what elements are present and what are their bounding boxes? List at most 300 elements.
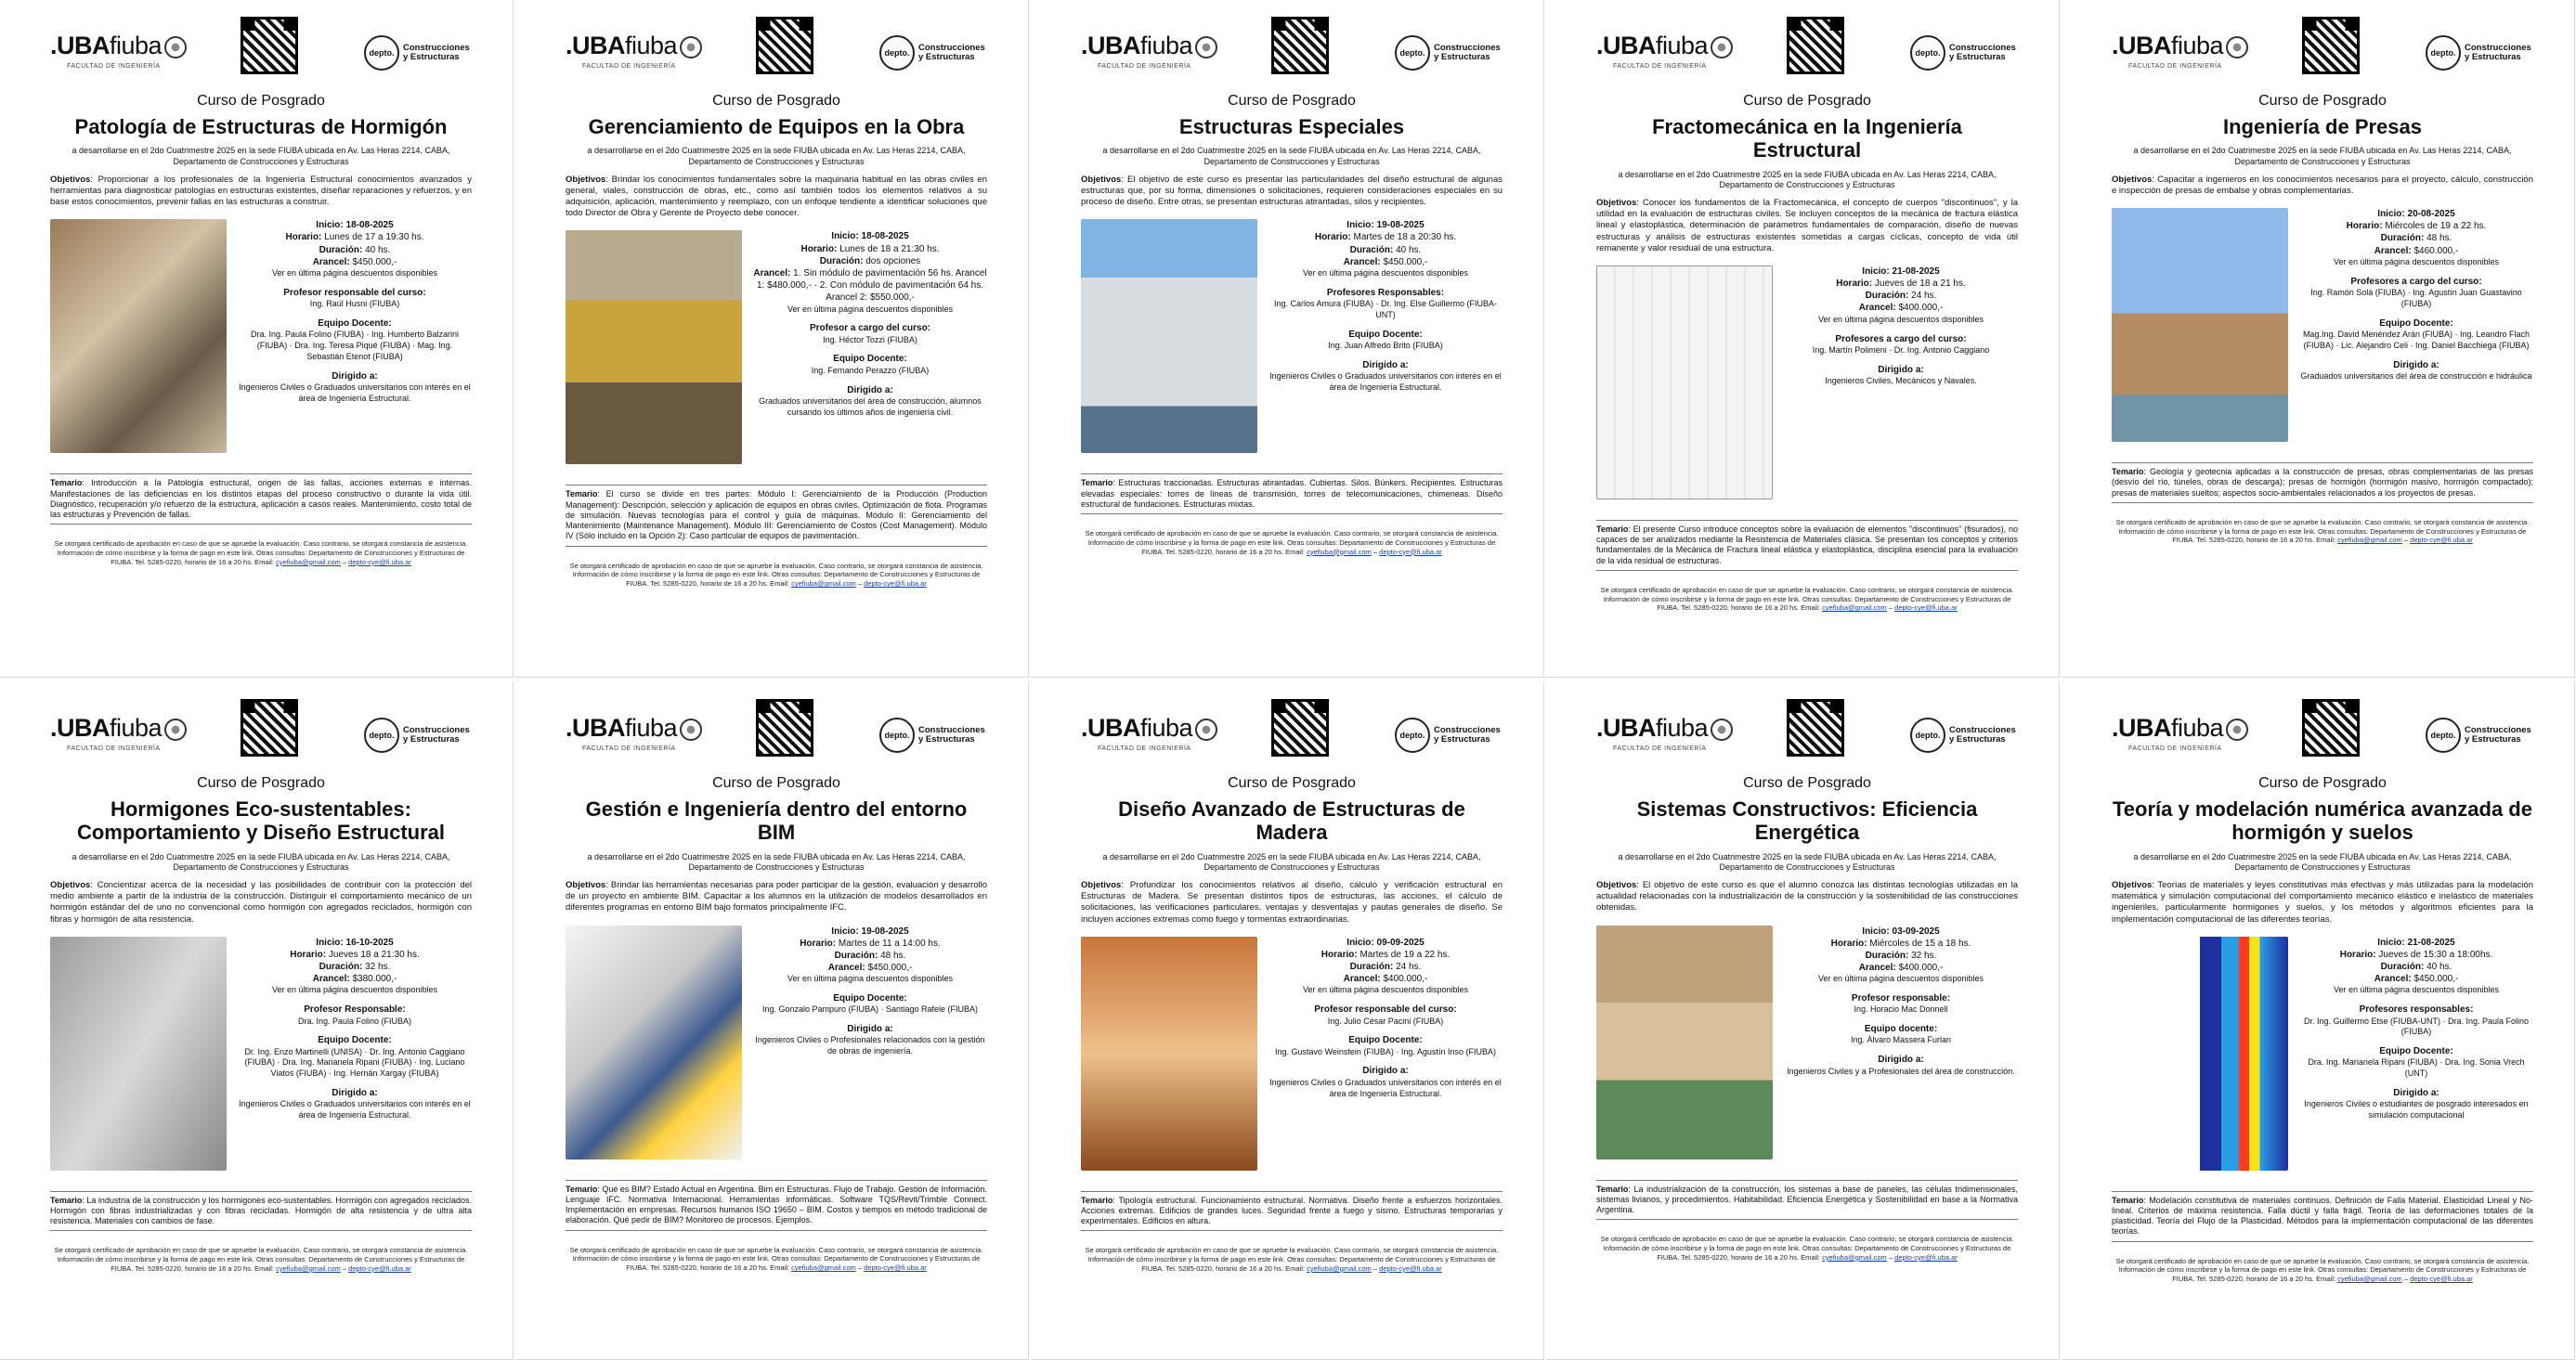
depto-logo <box>879 718 987 753</box>
logo-fiuba-text: fiuba <box>625 32 678 59</box>
flyer-header <box>2112 699 2533 766</box>
course-photo <box>1596 926 1773 1159</box>
course-details <box>566 926 987 1176</box>
inicio-label: Inicio: <box>1862 926 1890 937</box>
depto-short: depto. <box>1910 35 1945 71</box>
duracion-value: 40 hs. <box>1396 244 1422 255</box>
flyer-header <box>1081 699 1503 766</box>
temario: Temario: Estructuras traccionadas. Estructuras atirantadas. Cubiertas. Silos. Búnkers. Recipientes. Estructuras elevadas especiales: torres de líneas de transmisión, torres de telecomunicaciones, chimeneas. Diseño estructural de fundaciones. Estructuras mixtas. <box>1081 473 1503 514</box>
logo-subtitle: FACULTAD DE INGENIERÍA <box>2128 745 2222 752</box>
footer-text: Se otorgará certificado de aprobación en caso de que se apruebe la evaluación. Caso contrario, se otorgará constancia de asistencia. Información de cómo inscribirse y la forma de pago en este link. Otras consultas: Departamento de Construcciones y Estructuras de FIUBA. Tel. 5285-0220, horario de 16 a 20 hs. Email: <box>569 561 983 589</box>
footer-email-link[interactable]: cyefiuba@gmail.com <box>2337 536 2402 545</box>
course-intro: a desarrollarse en el 2do Cuatrimestre 2025 en la sede FIUBA ubicada en Av. Las Heras 2214, CABA, Departamento de Construcciones y Estructuras <box>1102 851 1481 872</box>
logo-uba-text: .UBA <box>2112 32 2171 59</box>
footer-email-link[interactable]: cyefiuba@gmail.com <box>1822 603 1887 613</box>
course-details <box>50 937 472 1187</box>
responsable-label: Profesores responsables: <box>2359 1004 2474 1016</box>
logo-uba-text: .UBA <box>1596 714 1656 742</box>
dirigido-label: Dirigido a: <box>847 1024 893 1035</box>
footer-text: Se otorgará certificado de aprobación en caso de que se apruebe la evaluación. Caso contrario, se otorgará constancia de asistencia. Información de cómo inscribirse y la forma de pago en este link. Otras consultas: Departamento de Construcciones y Estructuras de FIUBA. Tel. 5285-0220, horario de 16 a 20 hs. Email: <box>2115 1256 2530 1284</box>
qr-code-icon[interactable] <box>1787 17 1844 74</box>
course-title: Hormigones Eco-sustentables: Comportamiento y Diseño Estructural <box>76 797 446 845</box>
temario-text: Geología y geotecnia aplicadas a la construcción de presas, obras complementarias de las presas (desvío del río, túneles, obras de descarga); presas de hormigón (hormigón masivo, hormigón compactado); presas de materiales sueltos; aspectos socio-ambientales relacionados a los proyectos de presas. <box>2112 467 2533 498</box>
horario-label: Horario: <box>1830 938 1867 949</box>
equipo-value: Ing. Fernando Perazzo (FIUBA) <box>811 365 930 375</box>
inicio-label: Inicio: <box>2377 209 2405 220</box>
depto-name: Construcciones y Estructuras <box>1949 42 2016 62</box>
objetivos-text: Brindar los conocimientos fundamentales sobre la maquinaria habitual en las obras civiles en general, viales, construcción de obras, etc., como así también todos los elementos relativos a su adquisición, aplicación, mantenimiento y reemplazo, con un enfoque tendiente a identificar soluciones que todo Director de Obra y Gerente de Proyecto debe conocer. <box>566 174 987 219</box>
flyer-header <box>566 699 987 766</box>
logo-uba-text: .UBA <box>566 32 625 59</box>
objetivos-label: Objetivos <box>2112 174 2153 185</box>
course-details <box>1081 219 1503 470</box>
course-title: Teoría y modelación numérica avanzada de hormigón y suelos <box>2113 797 2532 845</box>
arancel-value: $380.000,- <box>352 974 397 985</box>
horario-label: Horario: <box>2339 949 2376 960</box>
inicio-value: 09-09-2025 <box>1376 937 1425 948</box>
course-title: Sistemas Constructivos: Eficiencia Energética <box>1636 797 1978 845</box>
horario-value: Martes de 18 a 20:30 hs. <box>1353 232 1457 243</box>
horario-label: Horario: <box>290 949 327 960</box>
horario-value: Lunes de 17 a 19:30 hs. <box>324 232 424 243</box>
objetivos-text: Profundizar los conocimientos relativos al diseño, cálculo y verificación estructural en Estructuras de Madera. Se presentan distintos tipos de estructuras, las acciones, el cálculo de solicitaciones, las verificaciones particulares, ventajas y desventajas y pautas generales de diseño. Se incluyen acciones extremas como fuego y tormentas extraordinarias. <box>1081 880 1503 925</box>
horario-label: Horario: <box>285 232 322 243</box>
dirigido-value: Ingenieros Civiles o Graduados universitarios con interés en el área de Ingeniería Estructural. <box>239 1099 471 1120</box>
uba-fiuba-logo <box>1081 714 1217 743</box>
depto-logo <box>2426 718 2533 753</box>
duracion-label: Duración: <box>1865 950 1909 961</box>
flyer-footer: Se otorgará certificado de aprobación en caso de que se apruebe la evaluación. Caso contrario, se otorgará constancia de asistencia. Información de cómo inscribirse y la forma de pago en este link. Otras consultas: Departamento de Construcciones y Estructuras de FIUBA. Tel. 5285-0220, horario de 16 a 20 hs. Email: cyefiuba@gmail.com – depto-cye@fi.uba.ar <box>2115 517 2530 545</box>
seal-icon <box>1711 719 1733 741</box>
temario-text: Qué es BIM? Estado Actual en Argentina. Bim en Estructuras. Flujo de Trabajo. Gestión de Información. Lenguaje IFC. Normativa Internacional. Herramientas informáticas. Software TQS/Revit/Trimble Connect. Implementación en empresas. Recursos humanos ISO 19650 – BIM. Costos y tiempos en método tradicional de elaboración. Qué pedir de BIM? Monitoreo de procesos. Ejemplos. <box>566 1184 987 1225</box>
descuentos-note: Ver en última página descuentos disponibles <box>271 268 438 278</box>
duracion-value: dos opciones <box>865 255 921 266</box>
course-title: Gestión e Ingeniería dentro del entorno BIM <box>585 797 968 845</box>
course-intro: a desarrollarse en el 2do Cuatrimestre 2025 en la sede FIUBA ubicada en Av. Las Heras 2214, CABA, Departamento de Construcciones y Estructuras <box>72 146 450 166</box>
arancel-label: Arancel: <box>753 267 791 278</box>
footer-email-link[interactable]: depto-cye@fi.uba.ar <box>1894 1252 1958 1262</box>
objetivos: Objetivos: Teorías de materiales y leyes constitutivas más efectivas y más utilizadas para la modelación matemática y simulación computacional del comportamiento mecánico elástico e inelástico de materiales ingenieriles, particularmente hormigones y suelos, y los métodos y algoritmos eficientes para la implementación computacional de las diferentes teorías. <box>2112 880 2533 925</box>
depto-name: Construcciones y Estructuras <box>918 42 985 62</box>
equipo-label: Equipo Docente: <box>318 1035 392 1046</box>
flyer-footer: Se otorgará certificado de aprobación en caso de que se apruebe la evaluación. Caso contrario, se otorgará constancia de asistencia. Información de cómo inscribirse y la forma de pago en este link. Otras consultas: Departamento de Construcciones y Estructuras de FIUBA. Tel. 5285-0220, horario de 16 a 20 hs. Email: cyefiuba@gmail.com – depto-cye@fi.uba.ar <box>1085 1246 1499 1273</box>
course-info <box>1784 926 2018 1176</box>
course-details <box>1596 266 2018 516</box>
responsable-value: Ing. Carlos Amura (FIUBA) · Dr. Ing. Else Guillermo (FIUBA-UNT) <box>1273 299 1498 319</box>
depto-logo <box>879 35 987 71</box>
dirigido-label: Dirigido a: <box>847 384 893 395</box>
dirigido-value: Ingenieros Civiles, Mecánicos y Navales. <box>1825 375 1977 385</box>
equipo-label: Equipo Docente: <box>2379 1046 2453 1057</box>
dirigido-value: Ingenieros Civiles o Graduados universitarios con interés en el área de Ingeniería Estructural. <box>1269 371 1502 392</box>
depto-logo <box>1395 35 1503 71</box>
depto-short: depto. <box>1395 35 1430 71</box>
dirigido-label: Dirigido a: <box>2393 1088 2439 1099</box>
temario-label: Temario <box>566 1184 598 1194</box>
objetivos-label: Objetivos <box>50 174 91 185</box>
curso-label: Curso de Posgrado <box>712 775 840 791</box>
objetivos-label: Objetivos <box>1081 174 1122 185</box>
footer-email-link[interactable]: depto-cye@fi.uba.ar <box>348 557 411 566</box>
course-flyer <box>1546 0 2060 678</box>
course-photo <box>2112 208 2288 442</box>
temario: Temario: Geología y geotecnia aplicadas a la construcción de presas, obras complementarias de las presas (desvío del río, túneles, obras de descarga); presas de hormigón (hormigón masivo, hormigón compactado); presas de materiales sueltos; aspectos socio-ambientales relacionados a los proyectos de presas. <box>2112 462 2533 503</box>
horario-value: Martes de 11 a 14:00 hs. <box>838 938 941 949</box>
temario-label: Temario <box>2112 1195 2144 1205</box>
curso-label: Curso de Posgrado <box>1743 775 1871 791</box>
qr-code-icon[interactable] <box>2302 699 2360 757</box>
arancel-value: $400.000,- <box>1898 963 1944 974</box>
arancel-label: Arancel: <box>312 974 350 985</box>
responsable-label: Profesor responsable del curso: <box>1314 1004 1457 1016</box>
depto-name: Construcciones y Estructuras <box>403 724 470 745</box>
logo-uba-text: .UBA <box>1081 32 1140 59</box>
responsable-label: Profesor Responsable: <box>304 1004 406 1016</box>
horario-label: Horario: <box>1836 278 1873 290</box>
logo-uba-text: .UBA <box>566 714 625 742</box>
inicio-label: Inicio: <box>1862 266 1890 277</box>
temario: Temario: Qué es BIM? Estado Actual en Argentina. Bim en Estructuras. Flujo de Trabajo. Gestión de Información. Lenguaje IFC. Normativa Internacional. Herramientas informáticas. Software TQS/Revit/Trimble Connect. Implementación en empresas. Recursos humanos ISO 19650 – BIM. Costos y tiempos en método tradicional de elaboración. Qué pedir de BIM? Monitoreo de procesos. Ejemplos. <box>566 1180 987 1231</box>
qr-code-icon[interactable] <box>1787 699 1844 757</box>
logo-fiuba-text: fiuba <box>625 714 678 742</box>
horario-label: Horario: <box>800 243 838 254</box>
dirigido-value: Ingenieros Civiles o Graduados universitarios con interés en el área de Ingeniería Estructural. <box>1269 1077 1502 1098</box>
responsable-label: Profesores Responsables: <box>1326 287 1445 298</box>
course-intro: a desarrollarse en el 2do Cuatrimestre 2025 en la sede FIUBA ubicada en Av. Las Heras 2214, CABA, Departamento de Construcciones y Estructuras <box>587 851 966 872</box>
uba-fiuba-logo <box>2112 714 2248 743</box>
inicio-label: Inicio: <box>316 220 344 231</box>
seal-icon <box>164 36 187 58</box>
depto-name: Construcciones y Estructuras <box>403 42 470 62</box>
footer-email-link[interactable]: cyefiuba@gmail.com <box>1822 1252 1887 1262</box>
curso-label: Curso de Posgrado <box>1228 93 1356 109</box>
depto-name: Construcciones y Estructuras <box>2465 42 2531 62</box>
objetivos: Objetivos: Brindar las herramientas necesarias para poder participar de la gestión, evaluación y desarrollo de un proyecto en ambiente BIM. Capacitar a los alumnos en la utilización de modelos desarrollados en diferentes programas en entorno BIM bajo formatos principalmente IFC. <box>566 880 987 913</box>
course-intro: a desarrollarse en el 2do Cuatrimestre 2025 en la sede FIUBA ubicada en Av. Las Heras 2214, CABA, Departamento de Construcciones y Estructuras <box>1618 169 1997 189</box>
objetivos: Objetivos: Profundizar los conocimientos relativos al diseño, cálculo y verificación estructural en Estructuras de Madera. Se presentan distintos tipos de estructuras, las acciones, el cálculo de solicitaciones, las verificaciones particulares, ventajas y desventajas y pautas generales de diseño. Se incluyen acciones extremas como fuego y tormentas extraordinarias. <box>1081 880 1503 925</box>
inicio-value: 21-08-2025 <box>1892 266 1940 277</box>
dirigido-value: Ingenieros Civiles o Profesionales relacionados con la gestión de obras de ingeniería. <box>755 1035 985 1056</box>
arancel-value: 1. Sin módulo de pavimentación 56 hs. Arancel 1: $480.000,- · 2. Con módulo de pavimentación 64 hs. Arancel 2: $550.000,- <box>756 267 987 304</box>
temario: Temario: Introducción a la Patología estructural, origen de las fallas, acciones externas e internas. Manifestaciones de las deficiencias en los distintos etapas del proceso constructivo o durante la vida útil. Diagnóstico, recuperación y/o refuerzo de la estructura, aplicación a casos reales. Mantenimiento, costo total de las estructuras y Prevención de fallas. <box>50 473 472 525</box>
duracion-label: Duración: <box>1865 291 1909 302</box>
curso-label: Curso de Posgrado <box>197 775 325 791</box>
footer-email-link[interactable]: depto-cye@fi.uba.ar <box>1379 547 1442 556</box>
depto-short: depto. <box>1395 718 1430 753</box>
objetivos: Objetivos: Proporcionar a los profesionales de la Ingeniería Estructural conocimientos avanzados y herramientas para diagnosticar patologías en estructuras existentes, diseñar reparaciones y refuerzos, y en base estos conocimientos, prevenir fallas en las estructuras a construir. <box>50 174 472 208</box>
logo-fiuba-text: fiuba <box>1140 32 1193 59</box>
course-title: Gerenciamiento de Equipos en la Obra <box>588 115 965 138</box>
temario-label: Temario <box>1081 1195 1113 1205</box>
course-photo <box>566 230 742 464</box>
equipo-label: Equipo Docente: <box>2379 317 2453 329</box>
footer-email-link[interactable]: depto-cye@fi.uba.ar <box>864 579 927 589</box>
footer-email-link[interactable]: cyefiuba@gmail.com <box>276 1263 341 1273</box>
inicio-value: 18-08-2025 <box>861 231 909 242</box>
objetivos: Objetivos: El objetivo de este curso es que el alumno conozca las distintas tecnologías utilizadas en la actualidad relacionadas con la industrialización de la construcción y la sostenibilidad de las construcciones obtenidas. <box>1596 880 2018 913</box>
course-info <box>2299 937 2533 1187</box>
flyer-header <box>1596 699 2018 766</box>
logo-fiuba-text: fiuba <box>2171 32 2224 59</box>
course-flyer <box>1031 682 1544 1360</box>
footer-text: Se otorgará certificado de aprobación en caso de que se apruebe la evaluación. Caso contrario, se otorgará constancia de asistencia. Información de cómo inscribirse y la forma de pago en este link. Otras consultas: Departamento de Construcciones y Estructuras de FIUBA. Tel. 5285-0220, horario de 16 a 20 hs. Email: <box>54 539 468 566</box>
footer-email-link[interactable]: cyefiuba@gmail.com <box>791 579 856 589</box>
objetivos: Objetivos: Conocer los fundamentos de la Fractomecánica, el concepto de cuerpos "discontinuos", y la utilidad en la evaluación de estructuras civiles. Se incluyen conceptos de la mecánica de fractura elástica lineal y elastoplástica, determinación de parámetros fundamentales de comparación, diseño de nuevas estructuras y análisis de estructuras existentes sometidas a cargas cíclicas, concepto de vida útil remanente y valor residual de una estructura. <box>1596 198 2018 253</box>
course-flyer <box>1546 682 2060 1360</box>
footer-email-link[interactable]: depto-cye@fi.uba.ar <box>2410 536 2473 545</box>
duracion-label: Duración: <box>1349 244 1394 255</box>
responsable-label: Profesor a cargo del curso: <box>809 323 931 334</box>
footer-email-link[interactable]: cyefiuba@gmail.com <box>791 1263 856 1273</box>
uba-fiuba-logo <box>2112 32 2248 60</box>
uba-fiuba-logo <box>566 714 702 743</box>
course-intro: a desarrollarse en el 2do Cuatrimestre 2025 en la sede FIUBA ubicada en Av. Las Heras 2214, CABA, Departamento de Construcciones y Estructuras <box>1102 146 1481 166</box>
dirigido-value: Ingenieros Civiles y a Profesionales del área de construcción. <box>1787 1066 2015 1076</box>
flyer-footer: Se otorgará certificado de aprobación en caso de que se apruebe la evaluación. Caso contrario, se otorgará constancia de asistencia. Información de cómo inscribirse y la forma de pago en este link. Otras consultas: Departamento de Construcciones y Estructuras de FIUBA. Tel. 5285-0220, horario de 16 a 20 hs. Email: cyefiuba@gmail.com – depto-cye@fi.uba.ar <box>54 539 468 566</box>
qr-code-icon[interactable] <box>241 17 298 74</box>
inicio-label: Inicio: <box>2377 937 2405 948</box>
qr-code-icon[interactable] <box>756 17 813 74</box>
temario-label: Temario <box>1596 1184 1629 1194</box>
arancel-value: $400.000,- <box>1898 303 1944 314</box>
course-title: Ingeniería de Presas <box>2223 115 2422 138</box>
horario-label: Horario: <box>1314 232 1351 243</box>
duracion-label: Duración: <box>319 962 363 973</box>
temario-text: El presente Curso introduce conceptos sobre la evaluación de elementos "discontinuos" (fisurados), no capaces de ser analizados mediante la Resistencia de Materiales clásica. Se presentan los conceptos y criterios fundamentales de la Mecánica de Fractura lineal elástica y elastoplástica, disciplina esencial para la evaluación de la vida residual de estructuras. <box>1596 524 2018 565</box>
curso-label: Curso de Posgrado <box>2258 93 2387 109</box>
qr-code-icon[interactable] <box>1271 699 1329 757</box>
equipo-label: Equipo Docente: <box>1348 329 1423 340</box>
responsable-value: Ing. Gonzalo Pampuro (FIUBA) · Santiago Rafele (FIUBA) <box>761 1004 979 1015</box>
flyer-footer: Se otorgará certificado de aprobación en caso de que se apruebe la evaluación. Caso contrario, se otorgará constancia de asistencia. Información de cómo inscribirse y la forma de pago en este link. Otras consultas: Departamento de Construcciones y Estructuras de FIUBA. Tel. 5285-0220, horario de 16 a 20 hs. Email: cyefiuba@gmail.com – depto-cye@fi.uba.ar <box>569 1245 983 1273</box>
descuentos-note: Ver en última página descuentos disponibles <box>2333 256 2500 266</box>
depto-name: Construcciones y Estructuras <box>1434 42 1501 62</box>
horario-label: Horario: <box>1321 949 1358 960</box>
horario-value: Jueves de 18 a 21 hs. <box>1874 278 1966 290</box>
objetivos-text: Capacitar a ingenieros en los conocimientos necesarios para el proyecto, cálculo, construcción e inspección de presas de embalse y obras complementarias. <box>2112 174 2533 196</box>
responsable-value: Ing. Héctor Tozzi (FIUBA) <box>823 334 917 344</box>
temario: Temario: La industria de la construcción y los hormigones eco-sustentables. Hormigón con agregados reciclados. Hormigón con fibras industrializadas y con fibras recicladas. Hormigón de alta resistencia y de ultra alta resistencia. Materiales con cambios de fase. <box>50 1191 472 1232</box>
objetivos: Objetivos: Concientizar acerca de la necesidad y las posibilidades de contribuir con la protección del medio ambiente a partir de la industria de la construcción. Distinguir el comportamiento mecánico de un hormigón estándar del de uno no convencional como hormigón con agregados reciclados, hormigón con fibras y hormigón de alta resistencia. <box>50 880 472 925</box>
dirigido-label: Dirigido a: <box>332 370 378 382</box>
footer-text: Se otorgará certificado de aprobación en caso de que se apruebe la evaluación. Caso contrario, se otorgará constancia de asistencia. Información de cómo inscribirse y la forma de pago en este link. Otras consultas: Departamento de Construcciones y Estructuras de FIUBA. Tel. 5285-0220, horario de 16 a 20 hs. Email: <box>1085 1246 1499 1273</box>
footer-email-link[interactable]: depto-cye@fi.uba.ar <box>1894 603 1958 613</box>
temario-label: Temario <box>50 1195 83 1205</box>
arancel-label: Arancel: <box>827 963 865 974</box>
horario-label: Horario: <box>800 938 837 949</box>
duracion-value: 32 hs. <box>365 962 391 973</box>
arancel-value: $450.000,- <box>2413 974 2459 985</box>
qr-code-icon[interactable] <box>2302 17 2360 74</box>
duracion-label: Duración: <box>834 950 878 961</box>
course-info <box>753 230 987 481</box>
horario-value: Lunes de 18 a 21:30 hs. <box>839 243 940 254</box>
objetivos-label: Objetivos <box>1596 880 1637 891</box>
course-intro: a desarrollarse en el 2do Cuatrimestre 2025 en la sede FIUBA ubicada en Av. Las Heras 2214, CABA, Departamento de Construcciones y Estructuras <box>2133 146 2512 166</box>
footer-email-link[interactable]: depto-cye@fi.uba.ar <box>2410 1275 2473 1284</box>
descuentos-note: Ver en última página descuentos disponibles <box>1817 974 1984 984</box>
course-flyer <box>2062 682 2575 1360</box>
logo-uba-text: .UBA <box>50 714 110 742</box>
logo-subtitle: FACULTAD DE INGENIERÍA <box>67 63 161 70</box>
objetivos-label: Objetivos <box>2112 880 2153 891</box>
qr-code-icon[interactable] <box>1271 17 1329 74</box>
arancel-label: Arancel: <box>1858 963 1896 974</box>
responsable-value: Ing. Martín Polimeni · Dr. Ing. Antonio Caggiano <box>1812 344 1990 355</box>
course-flyer <box>515 0 1029 678</box>
depto-short: depto. <box>364 718 399 753</box>
depto-short: depto. <box>879 718 915 753</box>
responsable-value: Ing. Ramón Solá (FIUBA) · Ing. Agustín Juan Guastavino (FIUBA) <box>2310 287 2522 308</box>
objetivos-text: Conocer los fundamentos de la Fractomecánica, el concepto de cuerpos "discontinuos", y la utilidad en la evaluación de estructuras civiles. Se incluyen conceptos de la mecánica de fractura elástica lineal y elastoplástica, determinación de parámetros fundamentales de comparación, diseño de nuevas estructuras y análisis de estructuras existentes sometidas a cargas cíclicas, concepto de vida útil remanente y valor residual de una estructura. <box>1596 198 2018 253</box>
arancel-value: $400.000,- <box>1383 974 1428 985</box>
temario: Temario: Tipología estructural. Funcionamiento estructural. Normativa. Diseño frente a esfuerzos horizontales. Acciones extremas. Edificios de grandes luces. Seguridad frente a fuego y sismo. Estructuras temporarias y experimentales. Edificios en altura. <box>1081 1191 1503 1232</box>
logo-subtitle: FACULTAD DE INGENIERÍA <box>67 745 161 752</box>
uba-fiuba-logo <box>50 32 187 60</box>
depto-logo <box>364 718 472 753</box>
horario-label: Horario: <box>2346 221 2383 232</box>
course-info <box>1268 937 1503 1187</box>
descuentos-note: Ver en última página descuentos disponibles <box>787 304 954 314</box>
equipo-value: Dra. Ing. Paula Folino (FIUBA) · Ing. Humberto Balzarini (FIUBA) · Dra. Ing. Teresa Piqué (FIUBA) · Mag. Ing. Sebastián Etenot (FIUBA) <box>250 330 460 361</box>
logo-subtitle: FACULTAD DE INGENIERÍA <box>1613 745 1707 752</box>
dirigido-label: Dirigido a: <box>1878 364 1924 375</box>
flyer-header <box>566 17 987 84</box>
course-intro: a desarrollarse en el 2do Cuatrimestre 2025 en la sede FIUBA ubicada en Av. Las Heras 2214, CABA, Departamento de Construcciones y Estructuras <box>587 146 966 166</box>
footer-text: Se otorgará certificado de aprobación en caso de que se apruebe la evaluación. Caso contrario, se otorgará constancia de asistencia. Información de cómo inscribirse y la forma de pago en este link. Otras consultas: Departamento de Construcciones y Estructuras de FIUBA. Tel. 5285-0220, horario de 16 a 20 hs. Email: <box>1085 529 1499 556</box>
descuentos-note: Ver en última página descuentos disponibles <box>2333 985 2500 995</box>
depto-logo <box>1910 35 2018 71</box>
logo-uba-text: .UBA <box>1596 32 1656 59</box>
objetivos-text: Teorías de materiales y leyes constitutivas más efectivas y más utilizadas para la modelación matemática y simulación computacional del comportamiento mecánico elástico e inelástico de materiales ingenieriles, particularmente hormigones y suelos, y los métodos y algoritmos eficientes para la implementación computacional de las diferentes teorías. <box>2112 880 2533 925</box>
course-details <box>50 219 472 470</box>
seal-icon <box>680 36 702 58</box>
duracion-label: Duración: <box>2380 962 2425 973</box>
logo-uba-text: .UBA <box>50 32 110 59</box>
footer-email-link[interactable]: depto-cye@fi.uba.ar <box>864 1263 927 1273</box>
flyer-header <box>2112 17 2533 84</box>
logo-fiuba-text: fiuba <box>110 714 163 742</box>
course-photo <box>566 926 742 1159</box>
duracion-value: 40 hs. <box>2426 962 2452 973</box>
inicio-label: Inicio: <box>1347 220 1374 231</box>
objetivos-label: Objetivos <box>50 880 91 891</box>
uba-fiuba-logo <box>1081 32 1217 60</box>
equipo-label: Equipo Docente: <box>1348 1035 1423 1046</box>
flyer-header <box>1596 17 2018 84</box>
depto-logo <box>1395 718 1503 753</box>
footer-email-link[interactable]: cyefiuba@gmail.com <box>2337 1275 2402 1284</box>
duracion-label: Duración: <box>2380 233 2425 244</box>
footer-email-link[interactable]: cyefiuba@gmail.com <box>276 557 341 566</box>
dirigido-label: Dirigido a: <box>332 1088 378 1099</box>
flyer-header <box>50 699 472 766</box>
uba-fiuba-logo <box>1596 32 1733 60</box>
footer-email-link[interactable]: cyefiuba@gmail.com <box>1307 1263 1372 1273</box>
footer-email-link[interactable]: cyefiuba@gmail.com <box>1307 547 1372 556</box>
logo-uba-text: .UBA <box>2112 714 2171 742</box>
descuentos-note: Ver en última página descuentos disponibles <box>1817 314 1984 324</box>
course-title: Diseño Avanzado de Estructuras de Madera <box>1118 797 1465 845</box>
objetivos-text: Proporcionar a los profesionales de la Ingeniería Estructural conocimientos avanzados y herramientas para diagnosticar patologías en estructuras existentes, diseñar reparaciones y refuerzos, y en base estos conocimientos, prevenir fallas en las estructuras a construir. <box>50 174 472 208</box>
inicio-value: 18-08-2025 <box>345 220 394 231</box>
depto-name: Construcciones y Estructuras <box>918 724 985 745</box>
footer-text: Se otorgará certificado de aprobación en caso de que se apruebe la evaluación. Caso contrario, se otorgará constancia de asistencia. Información de cómo inscribirse y la forma de pago en este link. Otras consultas: Departamento de Construcciones y Estructuras de FIUBA. Tel. 5285-0220, horario de 16 a 20 hs. Email: <box>1600 585 2014 613</box>
arancel-label: Arancel: <box>2374 245 2412 256</box>
seal-icon <box>2226 719 2248 741</box>
inicio-value: 03-09-2025 <box>1892 926 1940 937</box>
equipo-value: Ing. Álvaro Massera Furlan <box>1850 1035 1952 1045</box>
footer-text: Se otorgará certificado de aprobación en caso de que se apruebe la evaluación. Caso contrario, se otorgará constancia de asistencia. Información de cómo inscribirse y la forma de pago en este link. Otras consultas: Departamento de Construcciones y Estructuras de FIUBA. Tel. 5285-0220, horario de 16 a 20 hs. Email: <box>2115 517 2530 545</box>
logo-subtitle: FACULTAD DE INGENIERÍA <box>2128 63 2222 70</box>
curso-label: Curso de Posgrado <box>2258 775 2387 791</box>
temario-label: Temario <box>1596 524 1629 534</box>
footer-email-link[interactable]: depto-cye@fi.uba.ar <box>1379 1263 1442 1273</box>
temario: Temario: La industrialización de la construcción, los sistemas a base de paneles, las células tridimensionales, sistemas livianos, y procedimientos. Habitabilidad. Eficiencia Energética y Sostenibilidad en base a la Normativa Argentina. <box>1596 1180 2018 1221</box>
arancel-label: Arancel: <box>1343 256 1381 267</box>
logo-fiuba-text: fiuba <box>1656 32 1709 59</box>
duracion-value: 48 hs. <box>2426 233 2452 244</box>
arancel-label: Arancel: <box>1343 974 1381 985</box>
arancel-label: Arancel: <box>312 256 350 267</box>
descuentos-note: Ver en última página descuentos disponibles <box>1302 268 1469 278</box>
equipo-value: Ing. Juan Alfredo Brito (FIUBA) <box>1328 341 1443 351</box>
responsable-label: Equipo Docente: <box>833 993 907 1004</box>
uba-fiuba-logo <box>566 32 702 60</box>
seal-icon <box>2226 36 2248 58</box>
equipo-value: Dra. Ing. Marianela Ripani (FIUBA) · Dra. Ing. Sonia Vrech (UNT) <box>2308 1057 2525 1079</box>
depto-short: depto. <box>1910 718 1945 753</box>
logo-subtitle: FACULTAD DE INGENIERÍA <box>1098 63 1191 70</box>
depto-short: depto. <box>2426 718 2461 753</box>
arancel-label: Arancel: <box>1858 303 1896 314</box>
duracion-label: Duración: <box>319 244 363 255</box>
equipo-label: Equipo Docente: <box>833 354 907 365</box>
duracion-label: Duración: <box>1349 962 1394 973</box>
duracion-value: 48 hs. <box>880 950 906 961</box>
seal-icon <box>1195 719 1217 741</box>
inicio-value: 19-08-2025 <box>861 926 909 937</box>
objetivos-label: Objetivos <box>566 880 606 891</box>
qr-code-icon[interactable] <box>756 699 813 757</box>
flyer-footer: Se otorgará certificado de aprobación en caso de que se apruebe la evaluación. Caso contrario, se otorgará constancia de asistencia. Información de cómo inscribirse y la forma de pago en este link. Otras consultas: Departamento de Construcciones y Estructuras de FIUBA. Tel. 5285-0220, horario de 16 a 20 hs. Email: cyefiuba@gmail.com – depto-cye@fi.uba.ar <box>2115 1256 2530 1284</box>
logo-subtitle: FACULTAD DE INGENIERÍA <box>582 745 676 752</box>
depto-short: depto. <box>364 35 399 71</box>
footer-email-link[interactable]: depto-cye@fi.uba.ar <box>348 1263 411 1273</box>
uba-fiuba-logo <box>1596 714 1733 743</box>
duracion-value: 24 hs. <box>1911 291 1937 302</box>
flyer-footer: Se otorgará certificado de aprobación en caso de que se apruebe la evaluación. Caso contrario, se otorgará constancia de asistencia. Información de cómo inscribirse y la forma de pago en este link. Otras consultas: Departamento de Construcciones y Estructuras de FIUBA. Tel. 5285-0220, horario de 16 a 20 hs. Email: cyefiuba@gmail.com – depto-cye@fi.uba.ar <box>1600 1235 2014 1262</box>
responsable-value: Ing. Julio César Pacini (FIUBA) <box>1327 1016 1444 1026</box>
equipo-value: Ing. Gustavo Weinstein (FIUBA) · Ing. Agustín Inso (FIUBA) <box>1275 1046 1496 1056</box>
equipo-value: Mag.Ing. David Menéndez Arán (FIUBA) · Ing. Leandro Flach (FIUBA) · Lic. Alejandro Celi · Ing. Daniel Bacchiega (FIUBA) <box>2302 329 2530 350</box>
flyer-footer: Se otorgará certificado de aprobación en caso de que se apruebe la evaluación. Caso contrario, se otorgará constancia de asistencia. Información de cómo inscribirse y la forma de pago en este link. Otras consultas: Departamento de Construcciones y Estructuras de FIUBA. Tel. 5285-0220, horario de 16 a 20 hs. Email: cyefiuba@gmail.com – depto-cye@fi.uba.ar <box>1085 529 1499 556</box>
temario-label: Temario <box>1081 478 1113 488</box>
horario-value: Miércoles de 15 a 18 hs. <box>1869 938 1971 949</box>
flyer-footer: Se otorgará certificado de aprobación en caso de que se apruebe la evaluación. Caso contrario, se otorgará constancia de asistencia. Información de cómo inscribirse y la forma de pago en este link. Otras consultas: Departamento de Construcciones y Estructuras de FIUBA. Tel. 5285-0220, horario de 16 a 20 hs. Email: cyefiuba@gmail.com – depto-cye@fi.uba.ar <box>1600 585 2014 613</box>
logo-subtitle: FACULTAD DE INGENIERÍA <box>582 63 676 70</box>
inicio-label: Inicio: <box>316 937 344 948</box>
dirigido-label: Dirigido a: <box>2393 359 2439 370</box>
objetivos-text: Concientizar acerca de la necesidad y las posibilidades de contribuir con la protección del medio ambiente a partir de la industria de la construcción. Distinguir el comportamiento mecánico de un hormigón estándar del de uno no convencional como hormigón con agregados reciclados, hormigón con fibras y hormigón de alta resistencia. <box>50 880 472 925</box>
flyer-footer: Se otorgará certificado de aprobación en caso de que se apruebe la evaluación. Caso contrario, se otorgará constancia de asistencia. Información de cómo inscribirse y la forma de pago en este link. Otras consultas: Departamento de Construcciones y Estructuras de FIUBA. Tel. 5285-0220, horario de 16 a 20 hs. Email: cyefiuba@gmail.com – depto-cye@fi.uba.ar <box>54 1246 468 1273</box>
responsable-value: Dr. Ing. Guillermo Etse (FIUBA-UNT) · Dra. Ing. Paula Folino (FIUBA) <box>2303 1016 2530 1037</box>
temario: Temario: El presente Curso introduce conceptos sobre la evaluación de elementos "discontinuos" (fisurados), no capaces de ser analizados mediante la Resistencia de Materiales clásica. Se presentan los conceptos y criterios fundamentales de la Mecánica de Fractura lineal elástica y elastoplástica, disciplina esencial para la evaluación de la vida residual de estructuras. <box>1596 520 2018 571</box>
dirigido-label: Dirigido a: <box>1362 359 1409 370</box>
course-title: Fractomecánica en la Ingeniería Estructural <box>1652 115 1962 162</box>
temario-text: El curso se divide en tres partes: Módulo I: Gerenciamiento de la Producción (Production Management): Descripción, selección y aplicación de equipos en obras civiles. Optimización de flota. Programas de simulación. Nuevas tecnologías para el control y guía de máquinas. Módulo II: Gerenciamiento del Mantenimiento (Maintenance Management). Módulo III: Gerenciamiento de Costos (Cost Management). Módulo IV (Sólo incluido en la Opción 2): Caso particular de equipos de pavimentación. <box>566 489 987 541</box>
qr-code-icon[interactable] <box>241 699 298 757</box>
